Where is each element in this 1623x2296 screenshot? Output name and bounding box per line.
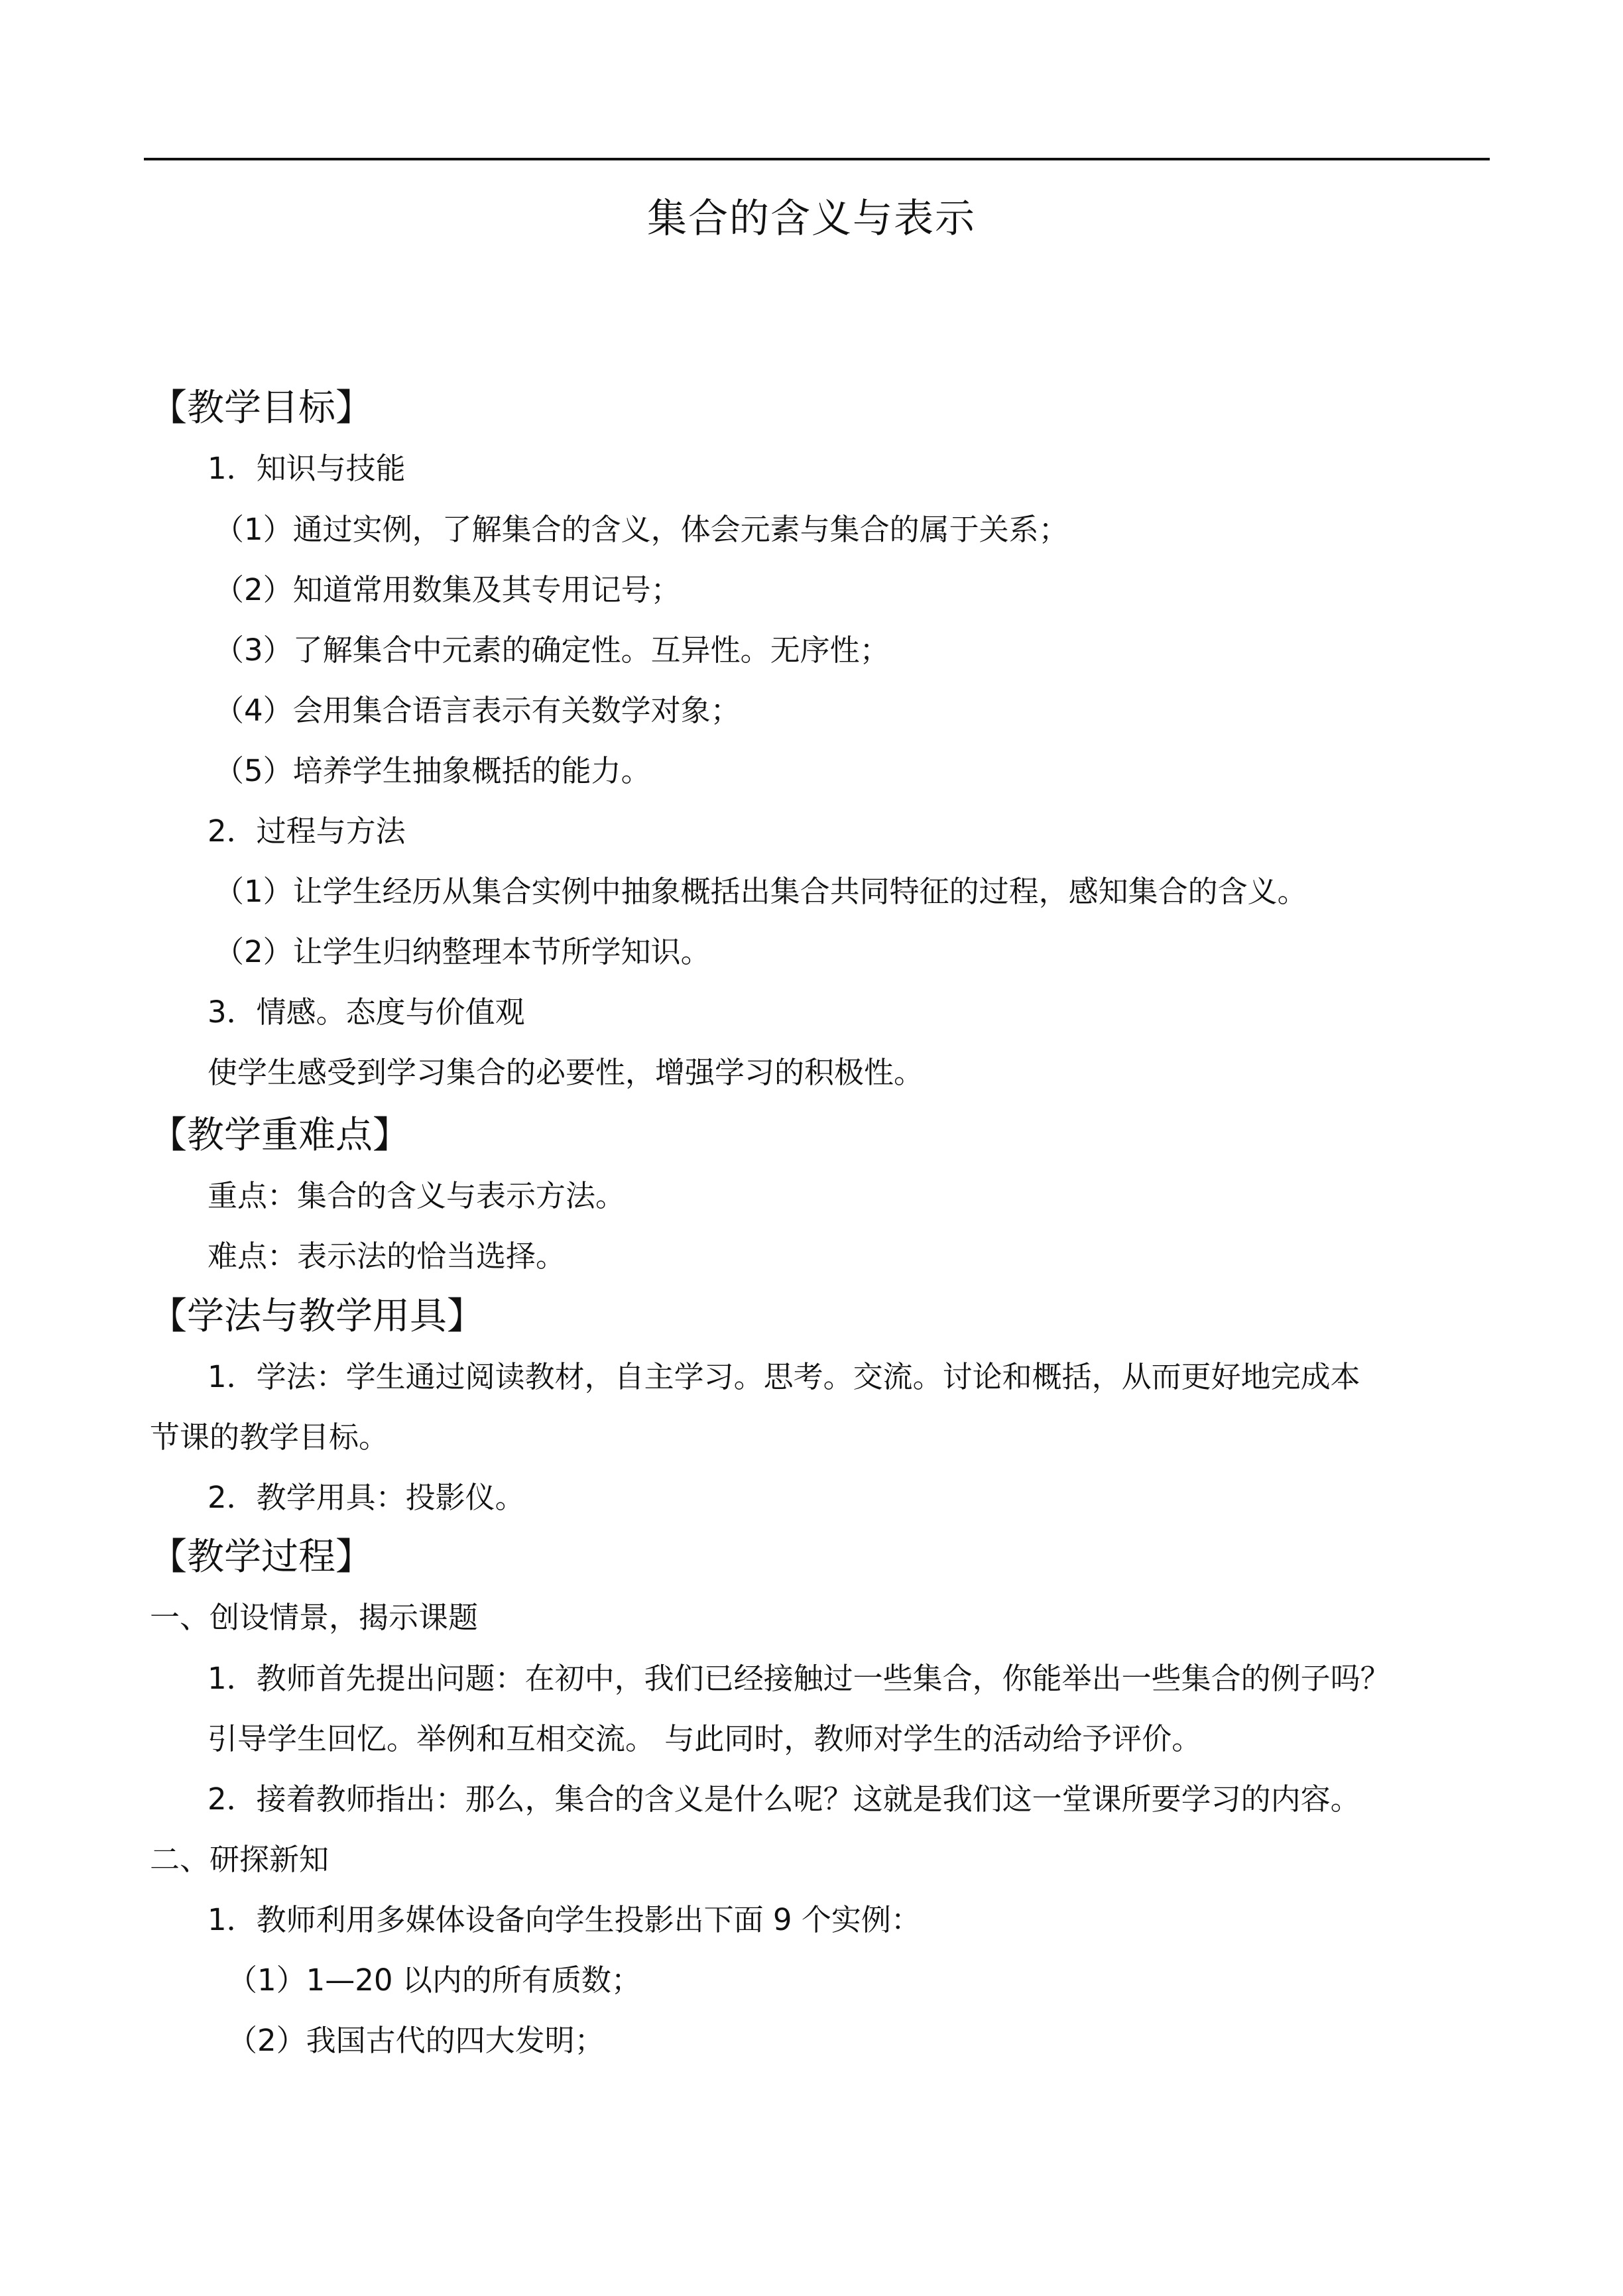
objective-item: （2）让学生归纳整理本节所学知识。	[214, 934, 711, 969]
attitude-values-heading: 3．情感。态度与价值观	[208, 995, 525, 1030]
objective-item: （1）通过实例，了解集合的含义，体会元素与集合的属于关系；	[214, 512, 1069, 547]
example-item: （2）我国古代的四大发明；	[227, 2023, 605, 2058]
example-item: （1）1—20 以内的所有质数；	[227, 1963, 641, 1998]
process-heading: 【教学过程】	[150, 1536, 373, 1579]
key-points-heading: 【教学重难点】	[150, 1114, 410, 1157]
section-2-item-1: 1．教师利用多媒体设备向学生投影出下面 9 个实例：	[208, 1902, 921, 1937]
knowledge-skills-heading: 1．知识与技能	[208, 451, 406, 486]
header-rule	[144, 158, 1490, 160]
objective-item: （4）会用集合语言表示有关数学对象；	[214, 693, 741, 728]
objective-item: （2）知道常用数集及其专用记号；	[214, 572, 681, 607]
objective-item: （5）培养学生抽象概括的能力。	[214, 753, 651, 788]
methods-item-2: 2．教学用具：投影仪。	[208, 1480, 525, 1515]
process-method-heading: 2．过程与方法	[208, 814, 406, 849]
objective-item: （1）让学生经历从集合实例中抽象概括出集合共同特征的过程，感知集合的含义。	[214, 874, 1307, 909]
section-1-item-1-cont: 引导学生回忆。举例和互相交流。 与此同时，教师对学生的活动给予评价。	[208, 1721, 1202, 1756]
objective-item: （3）了解集合中元素的确定性。互异性。无序性；	[214, 633, 890, 668]
section-1-title: 一、创设情景，揭示课题	[150, 1600, 479, 1635]
methods-heading: 【学法与教学用具】	[150, 1295, 484, 1338]
methods-item-1: 1．学法：学生通过阅读教材，自主学习。思考。交流。讨论和概括，从而更好地完成本	[208, 1359, 1360, 1394]
difficulty-text: 难点：表示法的恰当选择。	[208, 1239, 566, 1274]
section-1-item-2: 2．接着教师指出：那么，集合的含义是什么呢？这就是我们这一堂课所要学习的内容。	[208, 1782, 1360, 1817]
document-title: 集合的含义与表示	[647, 196, 976, 242]
section-2-title: 二、研探新知	[150, 1842, 330, 1877]
attitude-values-text: 使学生感受到学习集合的必要性，增强学习的积极性。	[208, 1055, 924, 1090]
section-1-item-1: 1．教师首先提出问题：在初中，我们已经接触过一些集合，你能举出一些集合的例子吗？	[208, 1661, 1390, 1696]
objectives-heading: 【教学目标】	[150, 387, 373, 430]
methods-item-1-cont: 节课的教学目标。	[150, 1420, 389, 1455]
focus-text: 重点：集合的含义与表示方法。	[208, 1178, 626, 1213]
